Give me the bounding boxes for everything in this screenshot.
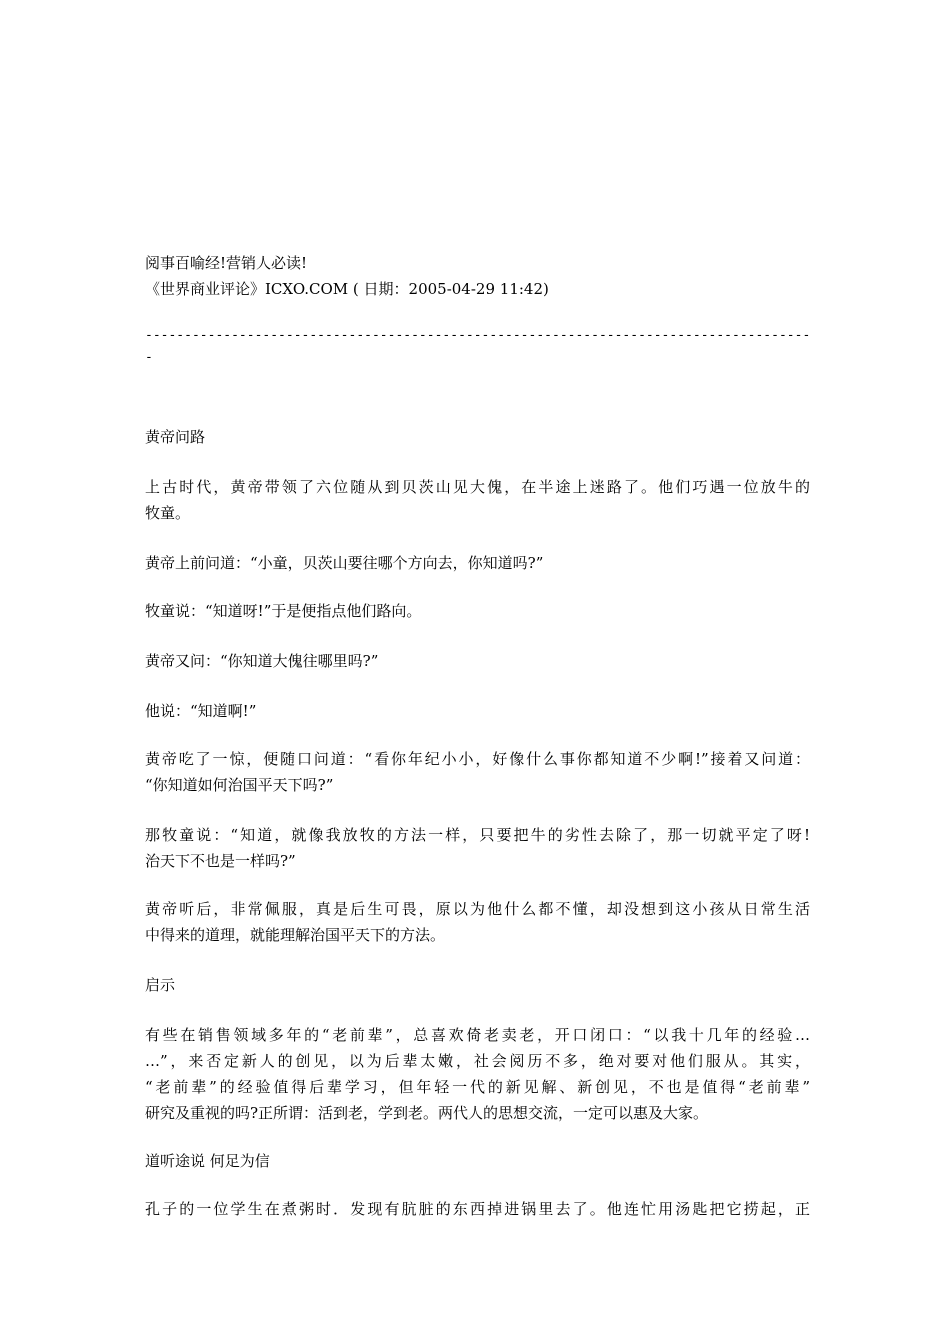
paragraph [145,896,810,948]
paragraph-line: 黄帝听后，非常佩服，真是后生可畏，原以为他什么都不懂，却没想到这小孩从日常生活 [145,900,810,918]
paragraph: 黄帝上前问道：“小童，贝茨山要往哪个方向去，你知道吗?” [145,554,544,572]
article-source-date: 《世界商业评论》ICXO.COM ( 日期：2005-04-29 11:42) [145,280,549,298]
paragraph-line: 黄帝吃了一惊，便随口问道：“看你年纪小小，好像什么事你都知道不少啊!”接着又问道： [145,750,810,768]
paragraph-line: 有些在销售领域多年的“老前辈”，总喜欢倚老卖老，开口闭口：“以我十几年的经验… [145,1026,810,1044]
divider-line-tail: - [145,350,153,365]
paragraph: 黄帝又问：“你知道大傀往哪里吗?” [145,652,379,670]
paragraph-line: 研究及重视的吗?正所谓：活到老，学到老。两代人的思想交流，一定可以惠及大家。 [145,1104,709,1122]
paragraph-line: 上古时代，黄帝带领了六位随从到贝茨山见大傀，在半途上迷路了。他们巧遇一位放牛的 [145,478,810,496]
paragraph [145,474,810,526]
section-heading: 黄帝问路 [145,428,206,446]
paragraph-line: 中得来的道理，就能理解治国平天下的方法。 [145,926,446,944]
paragraph: 牧童说：“知道呀!”于是便指点他们路向。 [145,602,422,620]
section-heading: 启示 [145,976,176,994]
paragraph-line: 牧童。 [145,504,191,522]
paragraph-line: 那牧童说：“知道，就像我放牧的方法一样，只要把牛的劣性去除了，那一切就平定了呀! [145,826,810,844]
paragraph [145,746,810,798]
article-title: 阅事百喻经!营销人必读! [145,254,308,272]
paragraph: 孔子的一位学生在煮粥时．发现有肮脏的东西掉进锅里去了。他连忙用汤匙把它捞起，正 [145,1200,810,1218]
paragraph [145,822,810,874]
section-heading: 道听途说 何足为信 [145,1152,270,1170]
paragraph-line: “老前辈”的经验值得后辈学习，但年轻一代的新见解、新创见，不也是值得“老前辈” [145,1078,810,1096]
paragraph-line: 治天下不也是一样吗?” [145,852,296,870]
paragraph-line: …”，来否定新人的创见，以为后辈太嫩，社会阅历不多，绝对要对他们服从。其实， [145,1052,810,1070]
paragraph-line: “你知道如何治国平天下吗?” [145,776,334,794]
paragraph: 他说：“知道啊!” [145,702,257,720]
paragraph [145,1022,810,1126]
divider-line: ------------------------------------------------------------------------------------- [145,328,810,343]
